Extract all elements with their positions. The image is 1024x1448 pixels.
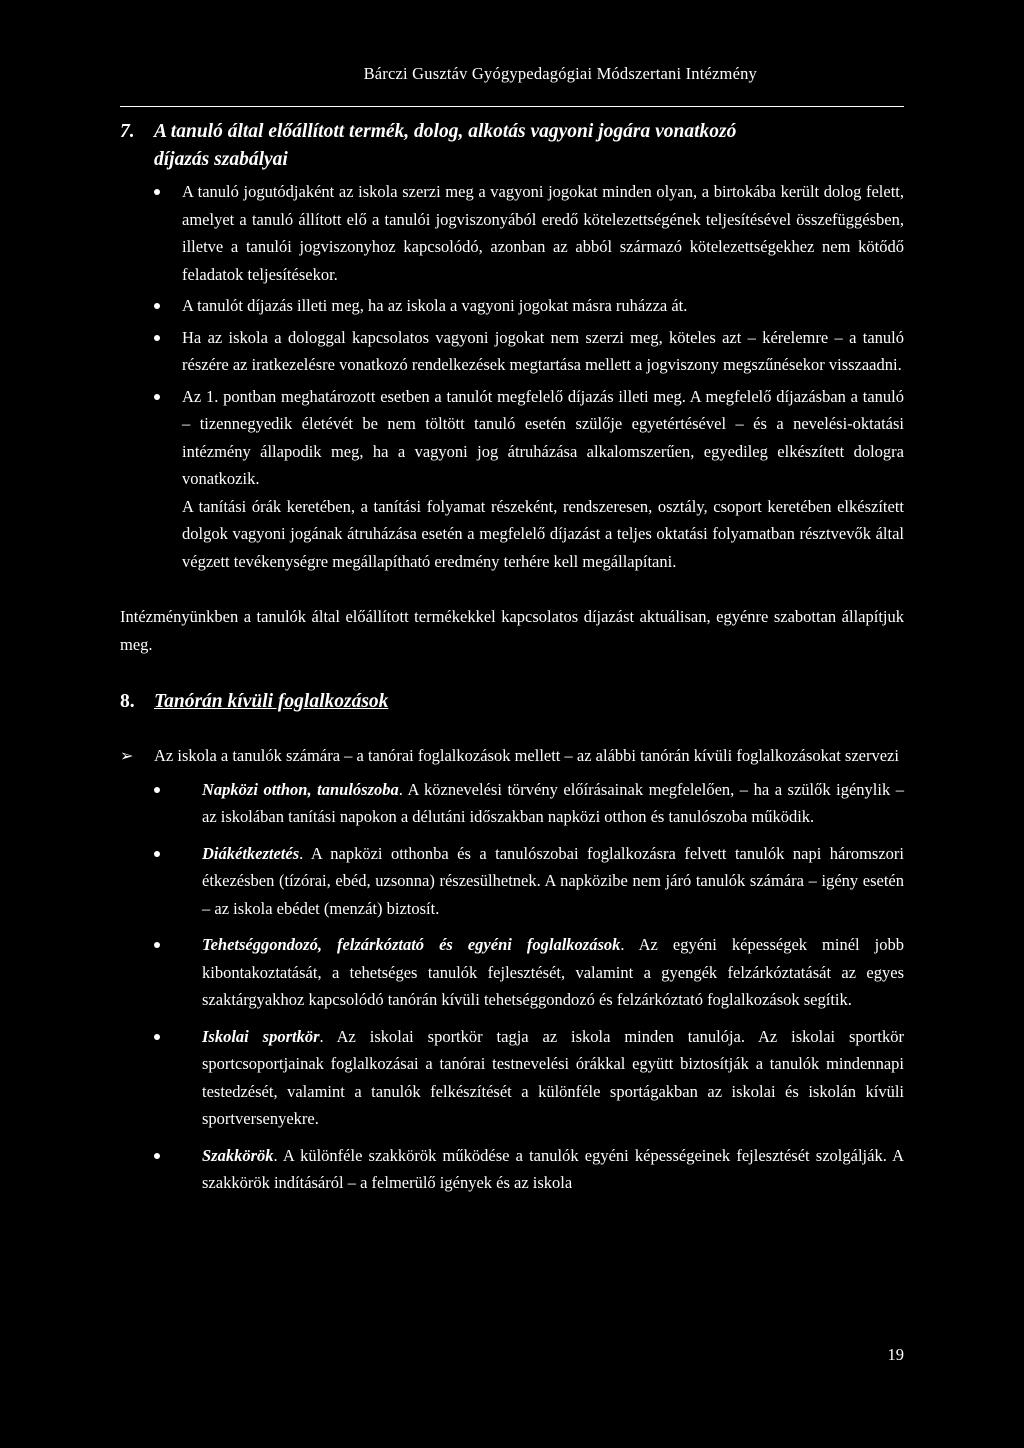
section-7-heading <box>120 118 904 174</box>
list-item <box>120 383 904 576</box>
section-7-number: 7. <box>120 121 135 142</box>
bullet-icon <box>154 335 160 341</box>
list-item-text: Az 1. pontban meghatározott esetben a tanulót megfelelő díjazás illeti meg. A megfelelő díjazásban a tanuló – tizennegyedik életévét be nem töltött tanuló esetén szülője egyetértésével – és a nevelési-oktatási intézmény állapodik meg, ha a vagyoni jog átruházása alkalomszerűen, egyedileg elkészített dologra vonatkozik. <box>182 386 904 488</box>
bullet-icon <box>154 1034 160 1040</box>
bullet-icon <box>154 787 160 793</box>
list-item <box>120 776 904 831</box>
list-item <box>120 1023 904 1133</box>
list-item <box>120 1142 904 1197</box>
list-item <box>120 178 904 288</box>
section-7-title-line2: díjazás szabályai <box>154 149 288 170</box>
section-8-title: Tanórán kívüli foglalkozások <box>154 691 389 712</box>
bullet-icon <box>154 189 160 195</box>
list-item-text: . A napközi otthonba és a tanulószobai foglalkozásra felvett tanulók napi háromszori étkezésben (tízórai, ebéd, uzsonna) részesülhetnek. A napközibe nem járó tanulók számára – igény esetén – az iskola ebédet (menzát) biztosít. <box>202 843 904 918</box>
institution-name: Bárczi Gusztáv Gyógypedagógiai Módszertani Intézmény <box>363 64 757 83</box>
list-item-term: Tehetséggondozó, felzárkóztató és egyéni foglalkozások <box>202 935 621 954</box>
bullet-icon <box>154 1153 160 1159</box>
list-item-text: Ha az iskola a dologgal kapcsolatos vagyoni jogokat nem szerzi meg, köteles azt – kérelemre – a tanuló részére az iratkezelésre vonatkozó rendelkezések megtartása mellett a jogviszony megszűnésekor visszaadni. <box>182 327 904 374</box>
list-item-term: Iskolai sportkör <box>202 1026 320 1046</box>
list-item <box>120 324 904 379</box>
document-body <box>120 118 904 1206</box>
section-8-intro-text: Az iskola a tanulók számára – a tanórai foglalkozások mellett – az alábbi tanórán kívüli foglalkozásokat szervezi <box>154 746 899 765</box>
header-divider <box>120 106 904 107</box>
section-7-bullet-list <box>120 178 904 575</box>
bullet-icon <box>154 394 160 400</box>
list-item <box>120 931 904 1014</box>
section-8-heading <box>120 688 904 716</box>
list-item-text: A tanulót díjazás illeti meg, ha az iskola a vagyoni jogokat másra ruházza át. <box>182 296 688 315</box>
list-item-term: Szakkörök <box>202 1145 274 1165</box>
section-7-title-line1: A tanuló által előállított termék, dolog, alkotás vagyoni jogára vonatkozó <box>154 121 737 142</box>
list-item-text: . A különféle szakkörök működése a tanulók egyéni képességeinek fejlesztését szolgálják. A szakkörök indításáról – a felmerülő igények és az iskola <box>202 1145 904 1192</box>
section-8-number: 8. <box>120 691 135 712</box>
section-8-intro <box>120 742 904 770</box>
bullet-icon <box>154 851 160 857</box>
list-item-term: Napközi otthon, tanulószoba <box>202 779 399 799</box>
arrow-bullet-icon: ➢ <box>120 746 134 765</box>
list-item <box>120 840 904 923</box>
list-item-text: . A köznevelési törvény előírásainak megfelelően, – ha a szülők igénylik – az iskolában tanítási napokon a délutáni időszakban napközi otthon és tanulószoba működik. <box>202 779 905 826</box>
list-item-extra-paragraph: A tanítási órák keretében, a tanítási folyamat részeként, rendszeresen, osztály, csoport keretében elkészített dolgok vagyoni jogának átruházása esetén a megfelelő díjazást a teljes oktatási folyamatban résztvevők által végzett tevékenységre megállapítható eredmény terhére kell megállapítani. <box>182 496 904 571</box>
list-item-term: Diákétkeztetés <box>202 843 300 863</box>
list-item-text: . Az iskolai sportkör tagja az iskola minden tanulója. Az iskolai sportkör sportcsoportjainak foglalkozásai a tanórai testnevelési órákkal együtt biztosítják a tanulók mindennapi testedzését, valamint a tanulók felkészítését a különféle sportágakban az iskolai és iskolán kívüli sportversenyekre. <box>202 1026 904 1128</box>
section-7-closing-paragraph: Intézményünkben a tanulók által előállított termékekkel kapcsolatos díjazást aktuálisan, egyénre szabottan állapítjuk meg. <box>120 607 904 654</box>
bullet-icon <box>154 942 160 948</box>
list-item-text: A tanuló jogutódjaként az iskola szerzi meg a vagyoni jogokat minden olyan, a birtokába került dolog felett, amelyet a tanuló állított elő a tanulói jogviszonyából eredő kötelezettségének teljesítésével összefüggésben, illetve a tanulói jogviszonyhoz kapcsolódó, azonban az abból származó kötelezettségekhez nem kötődő feladatok teljesítésekor. <box>182 182 904 284</box>
bullet-icon <box>154 303 160 309</box>
list-item-text: . Az egyéni képességek minél jobb kibontakoztatását, a tehetséges tanulók fejlesztését, valamint a gyengék felzárkóztatását az egyes szaktárgyakhoz kapcsolódó tanórán kívüli tehetséggondozó és felzárkóztató foglalkozások segítik. <box>202 935 904 1009</box>
list-item <box>120 292 904 320</box>
section-8-activity-list <box>120 776 904 1197</box>
page-number: 19 <box>887 1345 904 1364</box>
